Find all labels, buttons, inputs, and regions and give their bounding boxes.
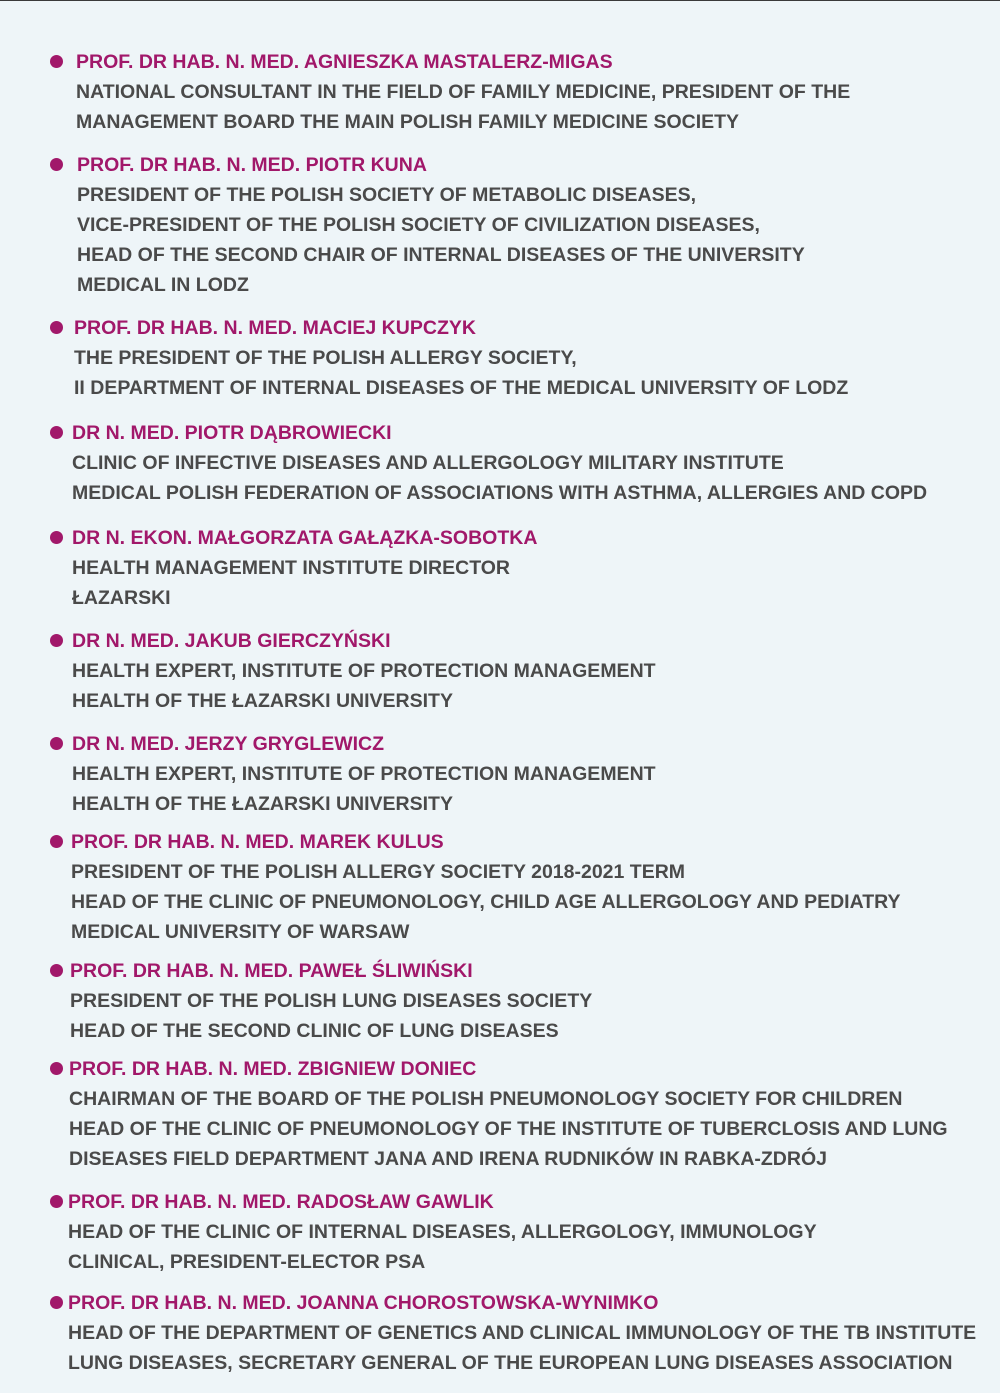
role-line: HEALTH EXPERT, INSTITUTE OF PROTECTION MANAGEMENT — [72, 763, 656, 785]
bullet-icon — [50, 426, 63, 439]
person-name: DR N. MED. PIOTR DĄBROWIECKI — [72, 422, 392, 444]
role-line: HEALTH OF THE ŁAZARSKI UNIVERSITY — [72, 690, 453, 712]
person-name: PROF. DR HAB. N. MED. AGNIESZKA MASTALERZ-MIGAS — [76, 51, 613, 73]
role-line: HEAD OF THE CLINIC OF INTERNAL DISEASES, ALLERGOLOGY, IMMUNOLOGY — [68, 1221, 817, 1243]
person-name: DR N. EKON. MAŁGORZATA GAŁĄZKA-SOBOTKA — [72, 527, 538, 549]
person-name: PROF. DR HAB. N. MED. RADOSŁAW GAWLIK — [68, 1191, 494, 1213]
bullet-icon — [50, 1195, 63, 1208]
role-line: PRESIDENT OF THE POLISH SOCIETY OF METABOLIC DISEASES, — [77, 184, 697, 206]
person-roles — [76, 77, 850, 137]
bullet-icon — [50, 835, 63, 848]
role-line: PRESIDENT OF THE POLISH LUNG DISEASES SOCIETY — [70, 990, 593, 1012]
person-roles — [71, 857, 901, 947]
role-line: VICE-PRESIDENT OF THE POLISH SOCIETY OF CIVILIZATION DISEASES, — [77, 214, 760, 236]
person-name: PROF. DR HAB. N. MED. MAREK KULUS — [71, 831, 444, 853]
person-name: PROF. DR HAB. N. MED. PAWEŁ ŚLIWIŃSKI — [70, 960, 473, 982]
role-line: HEALTH OF THE ŁAZARSKI UNIVERSITY — [72, 793, 453, 815]
role-line: HEAD OF THE SECOND CLINIC OF LUNG DISEASES — [70, 1020, 559, 1042]
role-line: HEAD OF THE DEPARTMENT OF GENETICS AND CLINICAL IMMUNOLOGY OF THE TB INSTITUTE — [68, 1322, 977, 1344]
role-line: MEDICAL POLISH FEDERATION OF ASSOCIATIONS WITH ASTHMA, ALLERGIES AND COPD — [72, 482, 928, 504]
person-roles — [72, 553, 510, 613]
role-line: MANAGEMENT BOARD THE MAIN POLISH FAMILY MEDICINE SOCIETY — [76, 111, 740, 133]
person-roles — [74, 343, 848, 403]
bullet-icon — [50, 1296, 63, 1309]
person-name: PROF. DR HAB. N. MED. JOANNA CHOROSTOWSKA-WYNIMKO — [68, 1292, 659, 1314]
person-name: DR N. MED. JAKUB GIERCZYŃSKI — [72, 630, 391, 652]
role-line: HEAD OF THE CLINIC OF PNEUMONOLOGY, CHILD AGE ALLERGOLOGY AND PEDIATRY — [71, 891, 901, 913]
person-roles — [68, 1217, 817, 1277]
person-name: PROF. DR HAB. N. MED. PIOTR KUNA — [77, 154, 427, 176]
role-line: LUNG DISEASES, SECRETARY GENERAL OF THE EUROPEAN LUNG DISEASES ASSOCIATION — [68, 1352, 953, 1374]
person-roles — [72, 448, 927, 508]
role-line: CLINIC OF INFECTIVE DISEASES AND ALLERGOLOGY MILITARY INSTITUTE — [72, 452, 784, 474]
role-line: HEAD OF THE SECOND CHAIR OF INTERNAL DISEASES OF THE UNIVERSITY — [77, 244, 805, 266]
role-line: CLINICAL, PRESIDENT-ELECTOR PSA — [68, 1251, 426, 1273]
person-roles — [72, 759, 656, 819]
role-line: II DEPARTMENT OF INTERNAL DISEASES OF THE MEDICAL UNIVERSITY OF LODZ — [74, 377, 849, 399]
role-line: CHAIRMAN OF THE BOARD OF THE POLISH PNEUMONOLOGY SOCIETY FOR CHILDREN — [69, 1088, 903, 1110]
role-line: HEAD OF THE CLINIC OF PNEUMONOLOGY OF THE INSTITUTE OF TUBERCLOSIS AND LUNG — [69, 1118, 948, 1140]
role-line: DISEASES FIELD DEPARTMENT JANA AND IRENA RUDNIKÓW IN RABKA-ZDRÓJ — [69, 1148, 827, 1170]
role-line: HEALTH EXPERT, INSTITUTE OF PROTECTION MANAGEMENT — [72, 660, 656, 682]
bullet-icon — [50, 158, 63, 171]
bullet-icon — [50, 531, 63, 544]
person-roles — [68, 1318, 976, 1378]
bullet-icon — [50, 634, 63, 647]
role-line: MEDICAL IN LODZ — [77, 274, 249, 296]
person-name: PROF. DR HAB. N. MED. ZBIGNIEW DONIEC — [69, 1058, 477, 1080]
bullet-icon — [50, 737, 63, 750]
person-roles — [72, 656, 656, 716]
role-line: PRESIDENT OF THE POLISH ALLERGY SOCIETY 2018-2021 TERM — [71, 861, 686, 883]
person-roles — [77, 180, 805, 300]
role-line: ŁAZARSKI — [72, 587, 171, 609]
bullet-icon — [50, 321, 63, 334]
bullet-icon — [50, 1062, 63, 1075]
bullet-icon — [50, 55, 63, 68]
role-line: HEALTH MANAGEMENT INSTITUTE DIRECTOR — [72, 557, 511, 579]
person-roles — [70, 986, 592, 1046]
role-line: NATIONAL CONSULTANT IN THE FIELD OF FAMILY MEDICINE, PRESIDENT OF THE — [76, 81, 851, 103]
role-line: MEDICAL UNIVERSITY OF WARSAW — [71, 921, 410, 943]
person-name: DR N. MED. JERZY GRYGLEWICZ — [72, 733, 385, 755]
role-line: THE PRESIDENT OF THE POLISH ALLERGY SOCIETY, — [74, 347, 577, 369]
person-name: PROF. DR HAB. N. MED. MACIEJ KUPCZYK — [74, 317, 476, 339]
person-roles — [69, 1084, 948, 1174]
bullet-icon — [50, 964, 63, 977]
